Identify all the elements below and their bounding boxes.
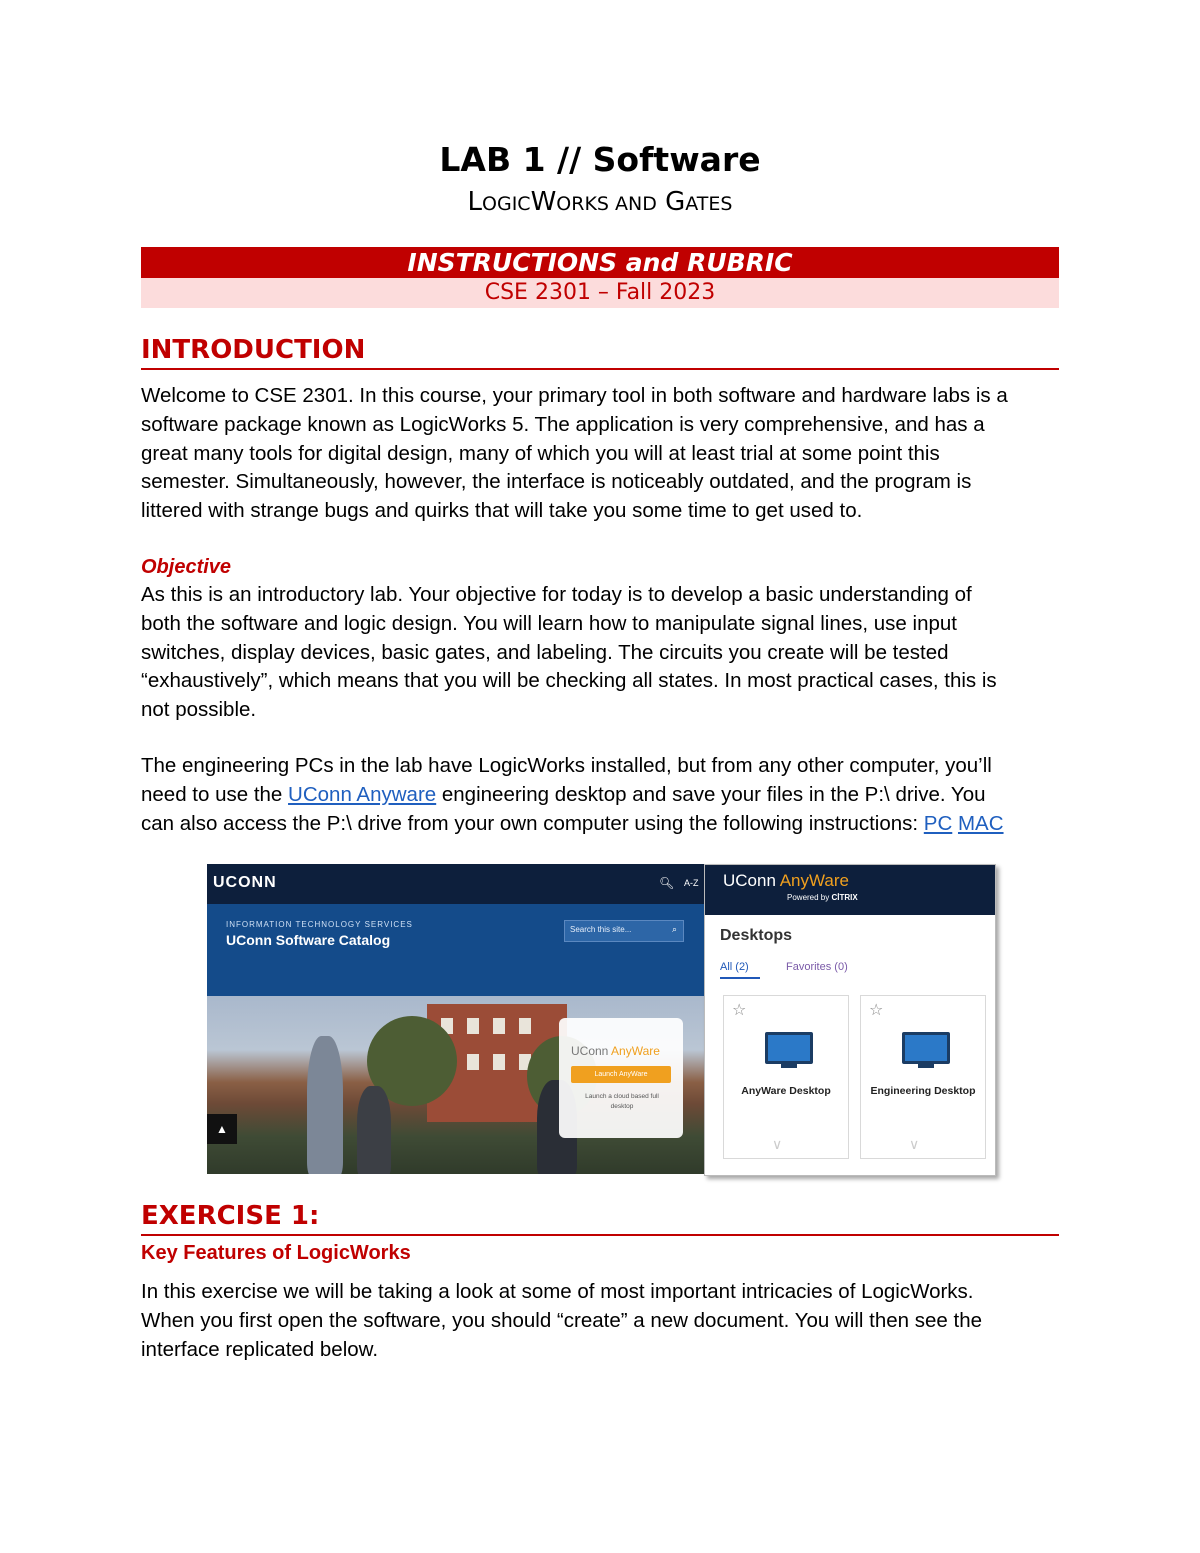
accessibility-icon: ▲ [207, 1114, 237, 1144]
search-icon: 🔍︎ [659, 876, 675, 890]
text-line: littered with strange bugs and quirks that will take you some time to get used to. [141, 499, 863, 523]
its-label: INFORMATION TECHNOLOGY SERVICES [226, 920, 413, 929]
uconn-logo: UCONN [213, 874, 277, 891]
mac-instructions-link[interactable]: MAC [957, 811, 1004, 835]
instructions-banner: INSTRUCTIONS and RUBRIC [141, 247, 1059, 278]
campus-photo [207, 996, 705, 1174]
star-icon: ☆ [869, 1002, 884, 1019]
citrix-label: Powered by CİTRIX [787, 893, 858, 902]
catalog-title: UConn Software Catalog [226, 932, 391, 948]
lab-title: LAB 1 // Software [439, 140, 761, 179]
anyware-desktops-panel [704, 864, 996, 1176]
star-icon: ☆ [732, 1002, 747, 1019]
launch-anyware-button: Launch AnyWare [571, 1066, 671, 1083]
objective-paragraph [141, 581, 1063, 725]
site-search-input: Search this site... ⌕ [564, 920, 684, 942]
text-line: need to use the UConn Anyware engineering desktop and save your files in the P:\ drive. You [141, 782, 986, 806]
text-line: “exhaustively”, which means that you will be checking all states. In most practical cases, this is [141, 669, 997, 693]
text-line: The engineering PCs in the lab have LogicWorks installed, but from any other computer, you’ll [141, 754, 992, 777]
student-figure [357, 1086, 391, 1174]
desktop-tile [723, 995, 849, 1159]
text-line: can also access the P:\ drive from your own computer using the following instructions: PC MAC [141, 811, 1004, 835]
az-index-link: A-Z [684, 878, 699, 888]
desktops-title: Desktops [720, 927, 793, 944]
student-figure [307, 1036, 343, 1174]
search-icon: ⌕ [671, 924, 677, 934]
tab-all: All (2) [720, 961, 749, 973]
tab-favorites: Favorites (0) [786, 961, 848, 973]
text-line: As this is an introductory lab. Your objective for today is to develop a basic understanding of [141, 583, 972, 606]
anyware-header [705, 865, 995, 915]
course-banner: CSE 2301 – Fall 2023 [141, 278, 1059, 308]
text-line: In this exercise we will be taking a look at some of most important intricacies of LogicWorks. [141, 1280, 974, 1303]
text-line: both the software and logic design. You will learn how to manipulate signal lines, use input [141, 611, 957, 635]
text-line: great many tools for digital design, many of which you will at least trial at some point this [141, 441, 940, 465]
text-line: software package known as LogicWorks 5. The application is very comprehensive, and has a [141, 412, 985, 436]
text-line: not possible. [141, 698, 257, 722]
text-line: switches, display devices, basic gates, and labeling. The circuits you create will be tested [141, 640, 949, 664]
introduction-heading: INTRODUCTION [141, 334, 1059, 370]
uconn-anyware-link[interactable]: UConn Anyware [288, 782, 437, 806]
anyware-logo: UConn AnyWare [571, 1044, 660, 1058]
desktop-tabs [720, 961, 848, 973]
active-tab-underline [720, 977, 760, 979]
text-line: interface replicated below. [141, 1337, 379, 1361]
monitor-icon [902, 1032, 950, 1064]
engineering-paragraph [141, 752, 1063, 838]
software-catalog-site [207, 864, 705, 1174]
text-line: Welcome to CSE 2301. In this course, your primary tool in both software and hardware labs is a [141, 384, 1008, 407]
anyware-brand: UConn AnyWare [723, 871, 849, 890]
monitor-icon [765, 1032, 813, 1064]
text-line: semester. Simultaneously, however, the interface is noticeably outdated, and the program is [141, 470, 972, 494]
desktop-name: AnyWare Desktop [741, 1085, 831, 1097]
chevron-down-icon: ∨ [772, 1136, 783, 1152]
uconn-header [207, 864, 705, 904]
pc-instructions-link[interactable]: PC [923, 811, 953, 835]
introduction-paragraph [141, 382, 1063, 526]
exercise-1-heading: EXERCISE 1: [141, 1200, 1059, 1236]
launch-note: Launch a cloud based full desktop [585, 1093, 659, 1110]
anyware-launch-card [559, 1018, 683, 1138]
desktop-tile [860, 995, 986, 1159]
text-line: When you first open the software, you should “create” a new document. You will then see the [141, 1308, 982, 1332]
lab-subtitle: LOGICWORKS AND GATES [467, 187, 733, 217]
anyware-screenshot [207, 864, 997, 1176]
catalog-banner [207, 904, 705, 996]
exercise-1-subheading: Key Features of LogicWorks [141, 1242, 411, 1264]
chevron-down-icon: ∨ [909, 1136, 920, 1152]
exercise-1-paragraph [141, 1278, 1063, 1364]
desktop-name: Engineering Desktop [870, 1085, 976, 1097]
objective-heading: Objective [141, 556, 232, 578]
